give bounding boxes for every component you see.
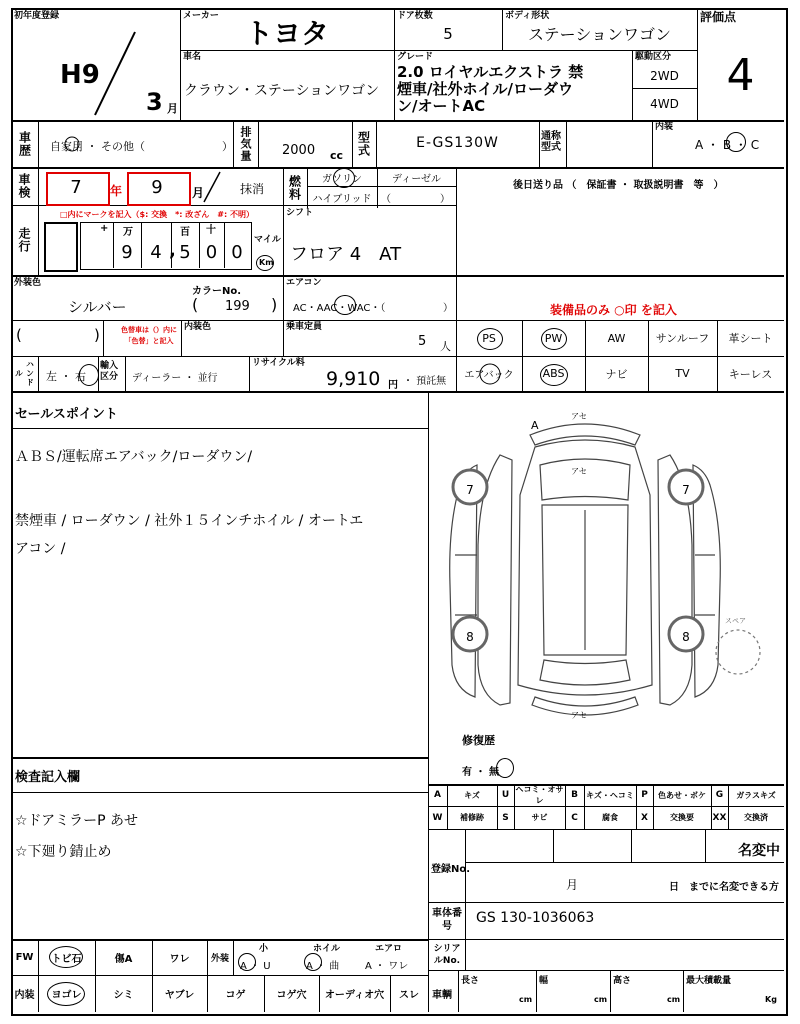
interior-color-label: 内装色 <box>184 322 212 332</box>
color-no-close: ) <box>271 295 278 314</box>
month-unit: 月 <box>167 102 178 115</box>
width-unit: cm <box>594 995 608 1004</box>
grade-line-1: 2.0 ロイヤルエクストラ 禁 <box>397 63 584 81</box>
maker-value: トヨタ <box>244 17 329 50</box>
unit-10k: 万 <box>123 227 133 238</box>
mileage-digit: 9 <box>121 241 133 263</box>
interior-item-dirt: ヨゴレ <box>51 990 82 1001</box>
equipment-header: 装備品のみ ○印 を記入 <box>550 303 677 317</box>
wheel-a-circle <box>304 953 322 971</box>
handle-circle <box>79 364 99 386</box>
gasoline-circle <box>333 168 355 188</box>
sales-points-line2: 禁煙車 / ローダウン / 社外１５インチホイル / オートエ <box>15 513 364 529</box>
dims-label: 車輌 <box>432 990 452 1001</box>
interior-item-tear: ヤブレ <box>164 990 195 1001</box>
insp-slash <box>200 170 222 204</box>
legend-cell: 腐食 <box>602 813 618 822</box>
mileage-mark-box <box>44 222 78 272</box>
fuel-other-close: ） <box>440 194 450 205</box>
sales-points-title: セールスポイント <box>15 407 118 422</box>
length-unit: cm <box>519 995 533 1004</box>
shift-label: シフト <box>286 208 314 218</box>
aero-options: A ・ ワレ <box>365 961 409 972</box>
common-type-label: 通称型式 <box>541 131 561 153</box>
legend-cell: P <box>641 790 648 800</box>
handle-options: 左 ・ 右 <box>46 370 86 383</box>
sales-points-line3: アコン / <box>15 541 66 557</box>
interior-item-burn-hole: コゲ穴 <box>276 990 307 1001</box>
legend-cell: C <box>571 812 578 823</box>
small-label: 小 <box>259 944 269 954</box>
diagram-ase-rear: アセ <box>571 711 587 720</box>
fuel-label <box>283 167 307 208</box>
wheel-options: A ・ 曲 <box>306 961 340 972</box>
grade-line-3: ン/オートAC <box>397 97 486 115</box>
legend-cell: サビ <box>531 813 548 822</box>
mileage-digit: 0 <box>205 241 218 263</box>
equip-airbag: エアバック <box>464 370 514 381</box>
mileage-digit: 0 <box>231 241 243 263</box>
shift-value: フロア 4 AT <box>290 244 402 265</box>
displacement-label <box>233 120 258 167</box>
exterior-color-label: 外装色 <box>14 278 42 288</box>
inspection-label <box>11 167 38 205</box>
first-reg-label: 初年度登録 <box>14 11 60 21</box>
legend-cell: 色あせ・ボケ <box>658 790 706 800</box>
legend-cell: ヘコミ・オサレ <box>515 785 564 805</box>
legend-cell: A <box>434 790 441 800</box>
date-slash <box>90 30 140 120</box>
first-reg-year: H9 <box>60 60 100 90</box>
maker-label: メーカー <box>183 11 219 21</box>
color-no-label: カラーNo. <box>192 286 242 297</box>
height-label: 高さ <box>613 976 632 986</box>
fuel-gasoline: ガソリン <box>322 173 362 185</box>
type-value: E-GS130W <box>416 135 499 151</box>
tire-rear-right: 8 <box>682 630 690 644</box>
doors-value: 5 <box>443 25 453 43</box>
chassis-label: 車体番号 <box>432 908 462 932</box>
inspection-year: 7 <box>70 176 82 198</box>
history-circle-mark <box>62 134 82 154</box>
max-load-label: 最大積載量 <box>686 976 732 986</box>
legend-cell: 補修跡 <box>460 813 484 822</box>
mileage-label <box>11 205 38 275</box>
fuel-hybrid: ハイブリッド <box>312 193 372 205</box>
interior-item-scuff: スレ <box>399 990 419 1001</box>
followup-label: 後日送り品 （ 保証書 ・ 取扱説明書 等 ） <box>513 180 724 191</box>
ps-circle <box>477 328 503 350</box>
unit-10k-mark: + <box>100 223 109 234</box>
color-change-close: ) <box>94 326 100 344</box>
legend-cell: G <box>715 790 724 800</box>
model-label: 車名 <box>183 52 202 62</box>
history-label <box>11 120 38 167</box>
doors-label: ドア枚数 <box>397 11 433 21</box>
legend-cell: U <box>501 790 510 800</box>
equip-abs: ABS <box>542 367 565 380</box>
unit-mile: マイル <box>254 235 281 245</box>
import-label: 輸入区分 <box>100 361 119 382</box>
inspection-month: 9 <box>151 176 163 198</box>
capacity-value: 5 <box>418 334 427 349</box>
recycle-label: リサイクル料 <box>252 358 305 368</box>
mileage-label-text: 走行 <box>17 227 31 253</box>
car-diagram <box>440 405 770 735</box>
pw-circle <box>541 328 567 350</box>
history-text: 自家用 ・ その他（ <box>50 140 145 153</box>
handle-label-text: ハンドル <box>14 360 35 387</box>
mileage-digit: 5 <box>179 241 191 263</box>
km-circle <box>256 255 274 271</box>
unit-100: 百 <box>180 227 190 238</box>
diagram-ase-roof: アセ <box>571 467 587 476</box>
inspection-label-text: 車検 <box>17 173 31 199</box>
name-change-label: 名変中 <box>738 843 780 859</box>
exterior-color: シルバー <box>68 298 127 316</box>
ac-options: AC・AAC・WAC・（ <box>293 303 386 314</box>
mileage-digit: 4 <box>150 241 162 263</box>
score-value: 4 <box>726 49 755 101</box>
model-value: クラウン・ステーションワゴン <box>184 83 380 99</box>
ac-circle <box>334 295 356 315</box>
repair-options: 有 ・ 無 <box>462 767 499 778</box>
inspection-notes-title: 検査記入欄 <box>15 770 81 785</box>
body-label: ボディ形状 <box>505 11 550 21</box>
legend-cell: ガラスキズ <box>736 790 776 800</box>
small-options: A ・ U <box>240 961 271 972</box>
fw-item-crack: ワレ <box>169 953 190 965</box>
mileage-comma: , <box>169 240 176 261</box>
exterior-small-label: 外装 <box>210 953 229 964</box>
import-options: ディーラー ・ 並行 <box>132 373 218 384</box>
interior-item-audio-hole: オーディオ穴 <box>324 990 385 1001</box>
tire-front-right: 7 <box>682 483 690 497</box>
serial-label: シリアルNo. <box>433 944 461 966</box>
chassis-number: GS 130-1036063 <box>476 910 595 926</box>
wheel-label: ホイル <box>313 944 341 954</box>
aero-label: エアロ <box>375 944 403 954</box>
grade-value <box>397 64 583 115</box>
grade-line-2: 煙車/社外ホイル/ローダウ <box>397 80 573 98</box>
history-label-text: 車歴 <box>17 130 32 157</box>
tire-rear-left: 8 <box>466 630 474 644</box>
dirt-circle <box>47 982 85 1006</box>
type-label <box>352 120 376 167</box>
repair-circle <box>496 758 514 778</box>
interior-grade-label: 内装 <box>655 122 674 132</box>
color-change-note: 色替車は（）内に「色替」と記入 <box>121 326 177 345</box>
diagram-mark-a: A <box>531 419 539 432</box>
sales-points-line1: ＡＢＳ/運転席エアバック/ローダウン/ <box>15 449 253 465</box>
handle-label <box>11 356 38 391</box>
equip-sunroof: サンルーフ <box>655 332 710 345</box>
small-a-circle <box>238 953 256 971</box>
recycle-fee: 9,910 <box>326 368 381 390</box>
height-unit: cm <box>667 995 681 1004</box>
drive-4wd: 4WD <box>650 97 679 111</box>
legend-cell: B <box>571 790 578 800</box>
insp-month-unit: 月 <box>192 186 205 200</box>
color-change-open: ( <box>16 326 22 344</box>
capacity-label: 乗車定員 <box>286 322 323 332</box>
inspection-note-1: ☆ドアミラーP あせ <box>15 813 139 829</box>
displacement-label-text: 排気量 <box>239 125 252 162</box>
abs-circle <box>540 364 568 386</box>
equip-ps: PS <box>482 331 496 345</box>
reg-month-unit: 月 <box>566 878 579 892</box>
equip-aw: AW <box>607 331 626 345</box>
recycle-deposit: ・ 預託無 <box>403 376 447 387</box>
fuel-label-text: 燃料 <box>287 174 302 201</box>
unit-km: Km <box>259 258 274 267</box>
drive-2wd: 2WD <box>650 69 679 83</box>
capacity-unit: 人 <box>440 340 451 353</box>
cc-unit: cc <box>330 149 344 162</box>
equip-pw: PW <box>544 331 563 345</box>
legend-cell: W <box>432 812 443 823</box>
airbag-circle <box>478 362 502 386</box>
fuel-other-open: （ <box>381 194 391 205</box>
displacement-value: 2000 <box>282 143 316 158</box>
interior-item-burn: コゲ <box>225 990 246 1001</box>
interior-bottom-label: 内装 <box>14 990 35 1001</box>
legend-cell: X <box>641 812 648 823</box>
body-value: ステーションワゴン <box>527 24 672 44</box>
max-load-unit: Kg <box>765 995 777 1004</box>
drive-label: 駆動区分 <box>635 52 672 62</box>
spare-label: スペア <box>725 617 746 625</box>
interior-grade-circle <box>726 132 746 152</box>
erased-label: 抹消 <box>240 182 265 196</box>
score-label: 評価点 <box>700 10 737 24</box>
diagram-ase-front: アセ <box>571 412 587 421</box>
year-unit: 年 <box>110 184 123 198</box>
equip-navi: ナビ <box>605 367 628 381</box>
color-no: 199 <box>225 299 250 314</box>
equip-tv: TV <box>675 367 690 380</box>
inspection-note-2: ☆下廻り錆止め <box>15 844 112 860</box>
name-change-deadline: 日 までに名変できる方 <box>669 882 779 893</box>
fw-item-scratch: 傷A <box>114 953 133 965</box>
legend-cell: 交換要 <box>670 813 694 822</box>
unit-10: 十 <box>206 225 216 236</box>
chip-circle <box>49 946 83 968</box>
history-close: ） <box>222 140 233 153</box>
grade-label: グレード <box>397 52 434 62</box>
color-no-open: ( <box>192 295 199 314</box>
ac-label: エアコン <box>286 278 322 288</box>
repair-label: 修復歴 <box>462 734 495 747</box>
fw-label: FW <box>15 951 34 963</box>
legend-cell: キズ <box>464 790 480 800</box>
reg-no-label: 登録No. <box>431 864 471 875</box>
recycle-unit: 円 <box>388 380 398 391</box>
width-label: 幅 <box>539 976 549 986</box>
legend-cell: 交換済 <box>744 813 768 822</box>
tire-front-left: 7 <box>466 483 474 497</box>
equip-leather: 革シート <box>728 332 773 345</box>
type-label-text: 型式 <box>356 130 371 157</box>
legend-cell: XX <box>712 812 727 823</box>
legend-cell: キズ・ヘコミ <box>586 790 634 800</box>
mileage-note: □内にマークを記入（$: 交換 *: 改ざん #: 不明） <box>60 210 254 219</box>
first-reg-month: 3 <box>146 88 163 116</box>
ac-close: ） <box>443 303 453 314</box>
length-label: 長さ <box>461 976 480 986</box>
interior-grades: A ・ B ・ C <box>695 138 760 152</box>
fw-item-chip: トビ石 <box>51 953 82 965</box>
fuel-diesel: ディーゼル <box>392 173 441 185</box>
interior-item-stain: シミ <box>113 990 134 1001</box>
legend-cell: S <box>502 812 509 823</box>
equip-keyless: キーレス <box>728 367 773 381</box>
